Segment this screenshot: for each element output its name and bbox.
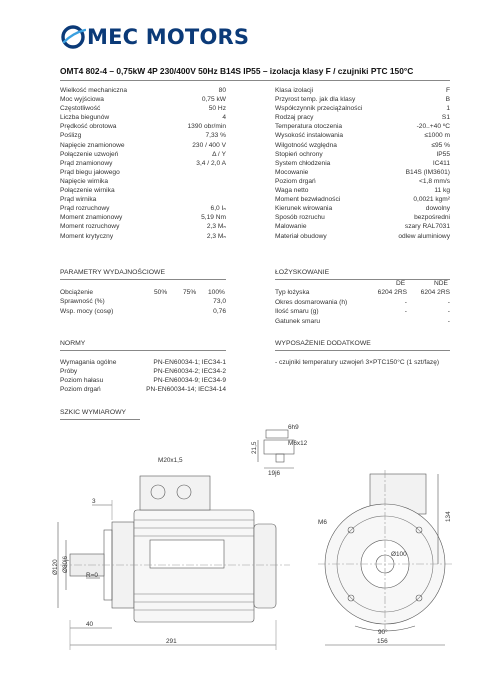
norms-heading: NORMY [60,340,86,347]
spec-value: 80 [218,87,226,94]
bearing-nde: - [447,298,450,306]
dim-m6: M6 [318,519,327,526]
spec-value: 0,75 kW [201,96,226,104]
extras-heading: WYPOSAŻENIE DODATKOWE [275,340,371,347]
fan-cover [254,524,276,608]
bearing-label: Typ łożyska [275,289,310,296]
dim-key-depth: 21,5 [251,441,258,454]
spec-value: 0,0021 kgm² [413,196,450,204]
dim-len-40: 40 [86,621,94,628]
dim-angle: 90° [378,629,388,636]
load-50: 50% [154,289,168,296]
spec-value: szary RAL7031 [404,223,450,231]
spec-label: Prąd biegu jałowego [60,168,120,176]
spec-label: Poziom drgań [60,386,101,394]
bearing-col-de: DE [396,280,406,287]
spec-label: Sposób rozruchu [275,214,325,222]
spec-label: Prędkość obrotowa [60,123,117,131]
key-tip [276,454,284,462]
bearing-nde: 6204 2RS [420,289,450,296]
dim-key-width: 6h9 [288,424,299,431]
spec-label: Temperatura otoczenia [275,123,343,131]
spec-value: bezpośredni [414,214,450,222]
spec-label: Poziom hałasu [60,377,104,385]
bearing-label: Ilość smaru (g) [275,308,319,316]
spec-label: Kierunek wirowania [275,205,333,213]
dim-dia-80: Ø80j6 [62,555,69,573]
spec-value: PN-EN60034-1; IEC34-1 [153,359,226,366]
efficiency-heading: PARAMETRY WYDAJNOŚCIOWE [60,269,165,276]
spec-value: PN-EN60034-2; IEC34-2 [153,368,226,376]
spec-value: Δ / Y [212,150,226,158]
spec-value: PN-EN60034-9; IEC34-9 [153,377,226,385]
load-label: Obciążenie [60,289,93,296]
spec-label: Poziom drgań [275,177,316,185]
spec-value: IP55 [436,150,450,158]
spec-label: Prąd znamionowy [60,159,113,167]
spec-label: Prąd wirnika [60,196,97,204]
spec-label: Klasa izolacji [275,87,314,94]
efficiency-row-label: Sprawność (%) [60,298,105,305]
dim-flange-offset: 3 [92,498,96,505]
spec-value: 1 [446,105,450,113]
spec-label: Moc wyjściowa [60,96,104,104]
spec-value: 230 / 400 V [192,141,226,149]
spec-label: Współczynnik przeciążalności [275,105,363,113]
bearing-de: 6204 2RS [377,289,407,296]
spec-value: 2,3 Mₙ [206,223,226,231]
spec-label: Moment znamionowy [60,214,123,222]
product-title: OMT4 802-4 – 0,75kW 4P 230/400V 50Hz B14S IP55 – izolacja klasy F / czujniki PTC 150°C [60,66,414,76]
spec-label: Napięcie wirnika [60,177,109,185]
spec-value: odlew aluminiowy [398,232,450,240]
bearing-de: - [404,308,407,316]
dim-shaft-dia: 19j6 [268,470,281,477]
efficiency-row-value: 73,0 [213,298,226,305]
spec-label: Wilgotność względna [275,141,337,149]
bearing-nde: - [447,308,450,316]
spec-label: Waga netto [275,187,309,195]
spec-value: S1 [441,114,450,122]
key-profile [266,430,288,438]
spec-label: Wymagania ogólne [60,359,117,366]
spec-label: Moment rozruchowy [60,223,120,231]
spec-value: 4 [222,114,226,122]
spec-value: 1390 obr/min [187,123,226,131]
power-factor-value: 0,76 [213,308,226,315]
spec-value: 50 Hz [208,105,226,113]
spec-value: -20..+40 ºC [416,123,450,131]
spec-label: Połączenie uzwojeń [60,150,119,158]
dim-radius: R=0 [86,572,98,579]
spec-label: System chłodzenia [275,159,331,167]
spec-label: Moment bezwładności [275,196,341,204]
spec-label: Częstotliwość [60,105,101,113]
drawing-heading: SZKIC WYMIAROWY [60,409,127,416]
spec-value: IC411 [432,159,450,167]
dim-thread: M6x12 [288,440,308,447]
spec-label: Prąd rozruchowy [60,205,110,213]
spec-label: Próby [60,368,78,376]
extras-item: - czujniki temperatury uzwojeń 3×PTC150°C (1 szt/fazę) [275,359,440,366]
spec-label: Stopień ochrony [275,150,323,158]
spec-label: Wysokość instalowania [275,132,344,140]
spec-label: Moment krytyczny [60,232,114,240]
dim-height-134: 134 [445,511,452,522]
dim-gland: M20x1,5 [158,457,183,464]
terminal-box [140,476,210,510]
spec-label: Napięcie znamionowe [60,141,125,149]
spec-label: Przyrost temp. jak dla klasy [275,96,356,104]
bearing-label: Gatunek smaru [275,317,321,325]
spec-label: Poślizg [60,132,82,140]
dim-dia-120: Ø120 [52,559,59,575]
shaft-detail [258,430,294,468]
spec-value: 3,4 / 2,0 A [196,159,226,167]
spec-label: Połączenie wirnika [60,187,115,195]
spec-label: Malowanie [275,223,307,231]
spec-value: <1,8 mm/s [419,177,450,185]
nameplate [150,540,224,568]
bearings-heading: ŁOŻYSKOWANIE [275,269,330,276]
spec-value: 5,19 Nm [201,214,226,222]
load-75: 75% [183,289,197,296]
spec-label: Materiał obudowy [275,232,327,240]
spec-value: 2,3 Mₙ [206,232,226,240]
spec-value: 11 kg [434,187,450,195]
spec-value: PN-EN60034-14; IEC34-14 [146,386,226,394]
spec-label: Rodzaj pracy [275,114,314,122]
spec-value: dowolny [425,205,450,213]
front-view [318,470,452,645]
spec-value: ≤1000 m [424,132,450,140]
bearing-de: - [404,298,407,306]
spec-value: 6,0 Iₙ [210,205,226,213]
spec-value: ≤95 % [431,141,450,149]
spec-value: B14S (IM3601) [405,168,450,176]
spec-label: Liczba biegunów [60,114,110,122]
spec-value: F [445,87,450,94]
power-factor-label: Wsp. mocy (cosφ) [60,308,114,315]
spec-value: 7,33 % [205,132,226,140]
spec-label: Mocowanie [275,168,309,176]
bearing-col-nde: NDE [434,280,448,287]
dim-dia-100: Ø100 [391,551,407,558]
dim-len-291: 291 [166,638,177,645]
bearing-nde: - [447,317,450,325]
spec-value: B [445,96,450,104]
dim-width-156: 156 [377,638,388,645]
bearing-label: Okres dosmarowania (h) [275,298,348,306]
brand-name: MEC MOTORS [87,25,250,49]
spec-label: Wielkość mechaniczna [60,87,128,94]
load-100: 100% [208,289,225,296]
